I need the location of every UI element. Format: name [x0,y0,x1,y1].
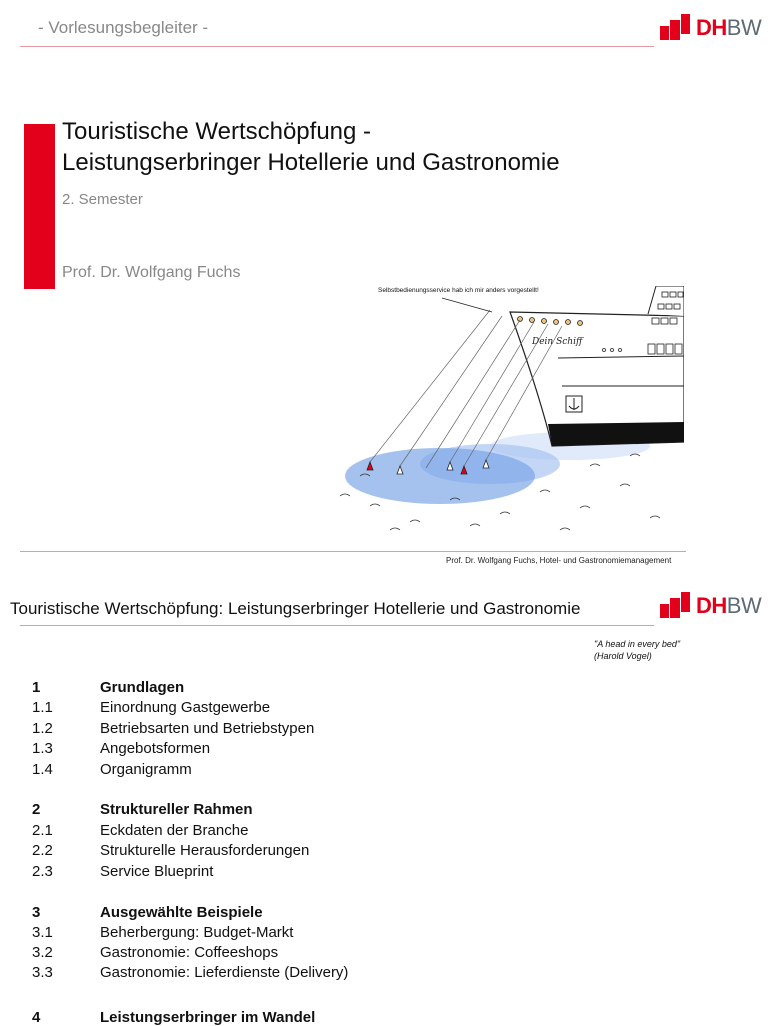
header-text: - Vorlesungsbegleiter - [38,18,209,37]
toc-label: Strukturelle Herausforderungen [100,842,310,859]
toc-number: 3.1 [32,924,53,941]
toc-number: 1.4 [32,761,53,778]
toc-label: Betriebsarten und Betriebstypen [100,720,315,737]
cartoon-caption: Selbstbedienungsservice hab ich mir anders vorgestellt! [378,287,539,294]
dhbw-logo-mark-icon [658,592,692,620]
slide-title-line1: Touristische Wertschöpfung - [62,118,372,145]
slide2-title-rule [20,625,654,626]
toc-label: Ausgewählte Beispiele [100,904,263,921]
title-accent-bar [24,124,55,289]
toc-number: 3 [32,904,41,921]
toc-number: 1.2 [32,720,53,737]
toc-number: 3.2 [32,944,53,961]
ship-cartoon-svg [330,286,684,538]
toc-number: 1.3 [32,740,53,757]
toc-number: 2 [32,801,41,818]
toc-number: 3.3 [32,964,53,981]
dhbw-logo-2 [658,592,761,620]
toc-number: 1.1 [32,699,53,716]
toc-label: Struktureller Rahmen [100,801,253,818]
toc-label: Leistungserbringer im Wandel [100,1009,316,1026]
ship-cartoon [330,286,684,538]
toc-label: Eckdaten der Branche [100,822,249,839]
toc-number: 2.3 [32,863,53,880]
footer-text: Prof. Dr. Wolfgang Fuchs, Hotel- und Gastronomiemanagement [446,556,672,565]
toc-number: 4 [32,1009,41,1026]
toc-number: 1 [32,679,41,696]
cartoon-ship-name: Dein Schiff [532,337,583,347]
quote-line2: (Harold Vogel) [594,651,652,661]
toc-label: Organigramm [100,761,192,778]
slide2-title: Touristische Wertschöpfung: Leistungserbringer Hotellerie und Gastronomie [10,599,581,618]
toc-label: Einordnung Gastgewerbe [100,699,271,716]
quote-line1: "A head in every bed" [594,639,681,649]
header-rule [20,46,654,47]
semester-label: 2. Semester [62,191,143,208]
logo-bw: BW [726,15,762,40]
toc-label: Angebotsformen [100,740,211,757]
toc-label: Gastronomie: Coffeeshops [100,944,279,961]
logo-dh: DH [696,15,727,40]
toc-label: Gastronomie: Lieferdienste (Delivery) [100,964,349,981]
footer-rule [20,551,686,552]
toc-label: Grundlagen [100,679,185,696]
logo-bw: BW [726,593,762,618]
toc-label: Service Blueprint [100,863,214,880]
toc-number: 2.1 [32,822,53,839]
logo-dh: DH [696,593,727,618]
slide-title-line2: Leistungserbringer Hotellerie und Gastronomie [62,149,560,176]
toc-number: 2.2 [32,842,53,859]
dhbw-logo-mark-icon [658,14,692,42]
toc-label: Beherbergung: Budget-Markt [100,924,294,941]
dhbw-logo [658,14,761,42]
author-label: Prof. Dr. Wolfgang Fuchs [62,264,241,281]
